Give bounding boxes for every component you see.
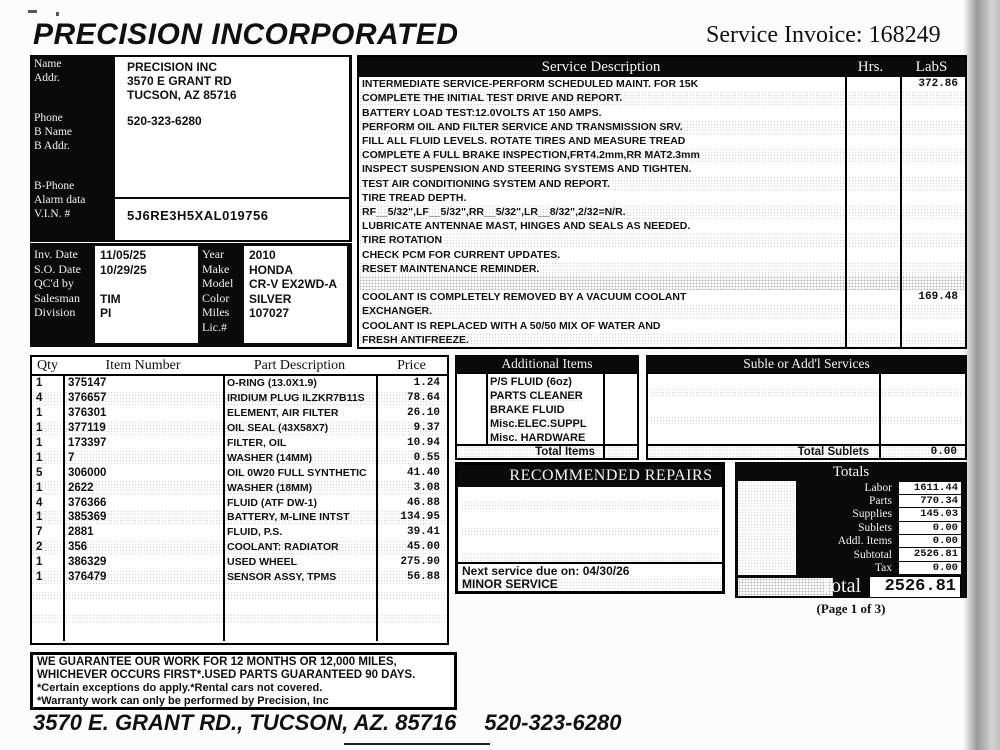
labs-header: LabS [915,58,948,75]
service-line-text: CHECK PCM FOR CURRENT UPDATES. [362,248,561,261]
total-items-label: Total Items [535,446,595,458]
total-items-row [457,444,637,458]
service-line-text: COOLANT IS COMPLETELY REMOVED BY A VACUUM COOLANT [362,291,687,304]
next-service-section [458,562,722,591]
totals-row [801,548,961,561]
vehicle-values-right [244,246,347,343]
value-column-line [603,374,605,444]
scan-noise-strip [650,416,963,425]
grand-total-label: Total [820,575,861,597]
service-line [359,247,965,261]
sublets-table [646,372,967,460]
part-description: WASHER (18MM) [227,481,313,494]
next-service-due: Next service due on: 04/30/26 [462,564,630,578]
part-price: 1.24 [413,377,440,390]
parts-table [30,355,449,645]
part-item-number: 376301 [68,407,107,420]
scan-speck [56,12,59,16]
labor-label: Labor [864,481,892,494]
price-column-line [376,376,378,641]
part-item-number: 385369 [68,511,107,524]
part-qty: 1 [36,481,43,494]
part-item-number: 173397 [68,437,107,449]
label-model: Model [202,276,234,290]
parts-row [32,406,447,421]
qty-column-line [63,376,65,641]
hrs-column-line [845,77,847,347]
part-item-number: 356 [68,541,88,554]
label-b-name: B Name [34,126,73,138]
addl-items-label: Addl. Items [837,535,892,548]
scan-noise-strip [32,591,447,601]
part-description: FLUID (ATF DW-1) [227,496,317,509]
part-price: 26.10 [406,407,440,420]
service-line [359,120,965,134]
additional-item: Misc.ELEC.SUPPL [490,418,587,430]
additional-item: P/S FLUID (6oz) [490,376,572,388]
customer-name: PRECISION INC [127,60,218,74]
inv-date: 11/05/25 [100,248,147,262]
service-line [359,318,965,332]
customer-vin: 5J6RE3H5XAL019756 [127,208,269,223]
totals-row [801,494,961,507]
service-line [359,276,965,290]
grand-total-value: 2526.81 [869,576,961,598]
sublets-label: Sublets [858,521,892,534]
part-price: 9.37 [413,422,440,435]
supplies-value: 145.03 [899,508,961,520]
parts-row [32,450,447,465]
service-line [359,262,965,276]
vehicle-values-left [95,246,198,343]
minor-service: MINOR SERVICE [458,578,722,591]
service-description-header: Service Description [541,58,661,75]
label-salesman: Salesman [34,290,80,305]
so-date: 10/29/25 [100,262,147,277]
addl-items-value: 0.00 [899,535,961,547]
sublets-value: 0.00 [899,522,961,534]
invoice-number: Service Invoice: 168249 [706,22,941,48]
part-qty: 5 [36,466,43,479]
sublet-value-column-line [879,374,881,444]
totals-rows [801,481,961,575]
company-title: PRECISION INCORPORATED [33,18,459,51]
part-qty: 1 [36,511,43,524]
label-addr: Addr. [34,72,60,84]
salesman: TIM [100,291,121,306]
price-header: Price [397,357,426,373]
part-price: 78.64 [406,392,440,405]
label-make: Make [202,261,230,276]
part-description: BATTERY, M-LINE INTST [227,511,350,524]
part-price: 45.00 [406,541,440,554]
part-item-number: 2881 [68,526,94,539]
parts-row [32,480,447,495]
service-line-text: LUBRICATE ANTENNAE MAST, HINGES AND SEALS AS NEEDED. [362,220,691,233]
parts-row [32,376,447,391]
guarantee-line: *Warranty work can only be performed by Precision, Inc [37,695,329,707]
additional-item: Misc. HARDWARE [490,432,586,444]
part-qty: 1 [36,407,43,420]
recommended-repairs-title: RECOMMENDED REPAIRS [458,465,722,487]
part-qty: 1 [36,437,43,449]
service-line [359,333,965,347]
scan-noise-strip [461,501,719,510]
parts-row [32,495,447,510]
sublet-value-column-line [879,446,881,458]
service-line-text: COMPLETE A FULL BRAKE INSPECTION,FRT4.2mm,RR MAT2.3mm [362,149,700,162]
parts-value: 770.34 [899,495,961,507]
parts-row [32,391,447,406]
miles: 107027 [249,306,290,320]
service-line-text: INTERMEDIATE SERVICE-PERFORM SCHEDULED MAINT. FOR 15K [362,78,699,91]
part-price: 3.08 [413,481,440,494]
service-line [359,148,965,162]
service-line [359,105,965,119]
parts-row [32,570,447,585]
part-description: OIL SEAL (43X58X7) [227,422,329,435]
totals-row [801,481,961,494]
service-line-labor: 169.48 [918,291,958,304]
scan-underline-artifact [344,743,490,745]
parts-row [32,436,447,451]
guarantee-box [30,652,457,710]
guarantee-line: *Certain exceptions do apply.*Rental cars not covered. [37,682,323,694]
part-qty: 4 [36,496,43,509]
service-line [359,134,965,148]
color: SILVER [249,291,292,306]
total-sublets-label: Total Sublets [797,446,869,458]
totals-box [735,462,967,598]
service-description-table [357,55,967,349]
sublets-header: Suble or Add'l Services [646,355,967,372]
scan-speck [28,10,37,13]
footer-address: 3570 E. GRANT RD., TUCSON, AZ. 85716 [33,710,457,735]
totals-row [801,508,961,521]
page-note: (Page 1 of 3) [816,601,886,616]
service-line-labor: 372.86 [918,78,958,90]
part-price: 275.90 [400,556,440,569]
model: CR-V EX2WD-A [249,277,338,291]
supplies-label: Supplies [852,508,892,521]
scan-noise-strip [461,553,719,562]
hrs-header: Hrs. [857,58,884,75]
label-phone: Phone [34,112,63,124]
value-column-line [603,446,605,458]
parts-row [32,421,447,436]
part-price: 134.95 [400,511,440,524]
part-item-number: 376657 [68,392,107,405]
service-line-text: PERFORM OIL AND FILTER SERVICE AND TRANSMISSION SRV. [362,120,683,133]
customer-addr2: TUCSON, AZ 85716 [127,88,237,102]
part-qty: 4 [36,392,43,405]
service-line-text: FILL ALL FLUID LEVELS. ROTATE TIRES AND MEASURE TREAD [362,134,686,147]
additional-item: BRAKE FLUID [490,404,565,416]
totals-blank-panel [738,481,796,575]
panel-divider [115,197,349,199]
part-qty: 2 [36,541,43,554]
part-description: IRIDIUM PLUG ILZKR7B11S [227,392,365,405]
part-description-header: Part Description [253,357,346,373]
subtotal-label: Subtotal [853,548,892,561]
service-table-header [359,57,965,77]
totals-row [801,535,961,548]
grand-total-row [755,575,961,598]
service-line [359,233,965,247]
part-price: 0.55 [413,451,440,464]
label-vin: V.I.N. # [34,208,71,220]
part-price: 46.88 [406,496,440,509]
part-price: 10.94 [406,437,440,449]
service-line-text: TEST AIR CONDITIONING SYSTEM AND REPORT. [362,177,610,190]
label-miles: Miles [202,305,230,319]
part-description: FLUID, P.S. [227,526,283,539]
label-name: Name [34,58,62,70]
parts-table-header [32,357,447,376]
label-b-addr: B Addr. [34,140,70,152]
footer-phone: 520-323-6280 [484,710,622,735]
service-line [359,191,965,205]
checkbox-column-line [486,374,488,444]
part-price: 39.41 [406,526,440,539]
part-description: USED WHEEL [227,556,298,569]
parts-table-body [32,376,447,641]
service-line [359,205,965,219]
parts-row [32,540,447,555]
total-sublets-value: 0.00 [930,446,957,458]
item-column-line [223,376,225,641]
part-qty: 1 [36,377,43,390]
tax-value: 0.00 [899,562,961,574]
part-item-number: 377119 [68,422,106,435]
label-b-phone: B-Phone [34,180,75,192]
part-description: WASHER (14MM) [227,451,313,464]
part-description: ELEMENT, AIR FILTER [227,407,339,420]
part-description: COOLANT: RADIATOR [227,541,339,554]
service-line-text: TIRE ROTATION [362,234,443,247]
label-qcd-by: QC'd by [34,276,74,290]
service-line-text: BATTERY LOAD TEST:12.0VOLTS AT 150 AMPS. [362,106,602,119]
label-year: Year [202,247,225,261]
customer-phone: 520-323-6280 [127,114,202,128]
service-line [359,219,965,233]
label-division: Division [34,305,76,319]
service-line [359,290,965,304]
additional-item: PARTS CLEANER [490,390,583,402]
parts-row [32,510,447,525]
part-description: O-RING (13.0X1.9) [227,377,317,390]
scan-noise-strip [461,527,719,536]
vehicle-info-box [30,243,352,347]
part-description: FILTER, OIL [227,437,287,449]
scan-shadow-band [963,0,1000,750]
label-so-date: S.O. Date [34,261,81,276]
totals-row [801,561,961,574]
customer-info-box [30,55,352,242]
service-line [359,304,965,318]
service-line-text: COMPLETE THE INITIAL TEST DRIVE AND REPORT. [362,92,623,105]
footer-address-line [33,710,649,736]
service-line [359,77,965,91]
scan-noise-strip [32,614,447,624]
parts-label: Parts [869,495,892,508]
scan-noise-strip [650,388,963,397]
service-line-text: COOLANT IS REPLACED WITH A 50/50 MIX OF WATER AND [362,319,661,332]
additional-items-table [455,372,639,460]
part-price: 56.88 [406,571,440,584]
label-alarm: Alarm data [34,194,86,206]
part-qty: 1 [36,451,43,464]
parts-row [32,465,447,480]
service-line [359,91,965,105]
totals-title: Totals [832,464,870,480]
service-line-text: FRESH ANTIFREEZE. [362,333,469,346]
label-inv-date: Inv. Date [34,247,78,261]
service-line-text: TIRE TREAD DEPTH. [362,191,467,204]
label-lic: Lic.# [202,319,227,334]
recommended-repairs-box [455,462,725,594]
part-item-number: 7 [68,451,75,464]
service-line [359,176,965,190]
part-item-number: 386329 [68,556,107,569]
part-description: OIL 0W20 FULL SYNTHETIC [227,466,367,479]
part-description: SENSOR ASSY, TPMS [227,571,337,584]
part-item-number: 2622 [68,481,94,494]
additional-items-header: Additional Items [455,355,639,372]
part-qty: 1 [36,571,43,584]
part-qty: 7 [36,526,43,539]
customer-addr1: 3570 E GRANT RD [127,74,232,88]
tax-label: Tax [874,562,892,575]
division: PI [100,306,112,320]
part-item-number: 375147 [68,377,107,390]
service-line [359,162,965,176]
part-qty: 1 [36,422,43,435]
customer-values-panel [115,57,349,240]
part-item-number: 306000 [68,466,107,479]
service-line-text: RESET MAINTENANCE REMINDER. [362,262,540,275]
guarantee-line: WE GUARANTEE OUR WORK FOR 12 MONTHS OR 12,000 MILES, [37,656,397,668]
labor-value: 1611.44 [899,482,961,494]
parts-row [32,525,447,540]
part-item-number: 376479 [68,571,107,584]
item-number-header: Item Number [105,357,181,373]
label-color: Color [202,290,230,305]
total-sublets-row [648,444,965,458]
guarantee-line: WHICHEVER OCCURS FIRST*.USED PARTS GUARANTEED 90 DAYS. [37,669,416,681]
part-qty: 1 [36,556,43,569]
labs-column-line [900,77,902,347]
service-line-text: INSPECT SUSPENSION AND STEERING SYSTEMS AND TIGHTEN. [362,163,692,176]
service-table-body [359,77,965,347]
subtotal-value: 2526.81 [899,548,961,560]
totals-row [801,521,961,534]
year: 2010 [249,248,276,262]
parts-row [32,555,447,570]
make: HONDA [249,262,293,277]
qty-header: Qty [37,357,58,373]
service-line-text: EXCHANGER. [362,305,433,318]
part-item-number: 376366 [68,496,107,509]
service-line-text: RF__5/32",LF__5/32",RR__5/32",LR__8/32",2/32=N/R. [362,205,626,218]
part-price: 41.40 [406,466,440,479]
